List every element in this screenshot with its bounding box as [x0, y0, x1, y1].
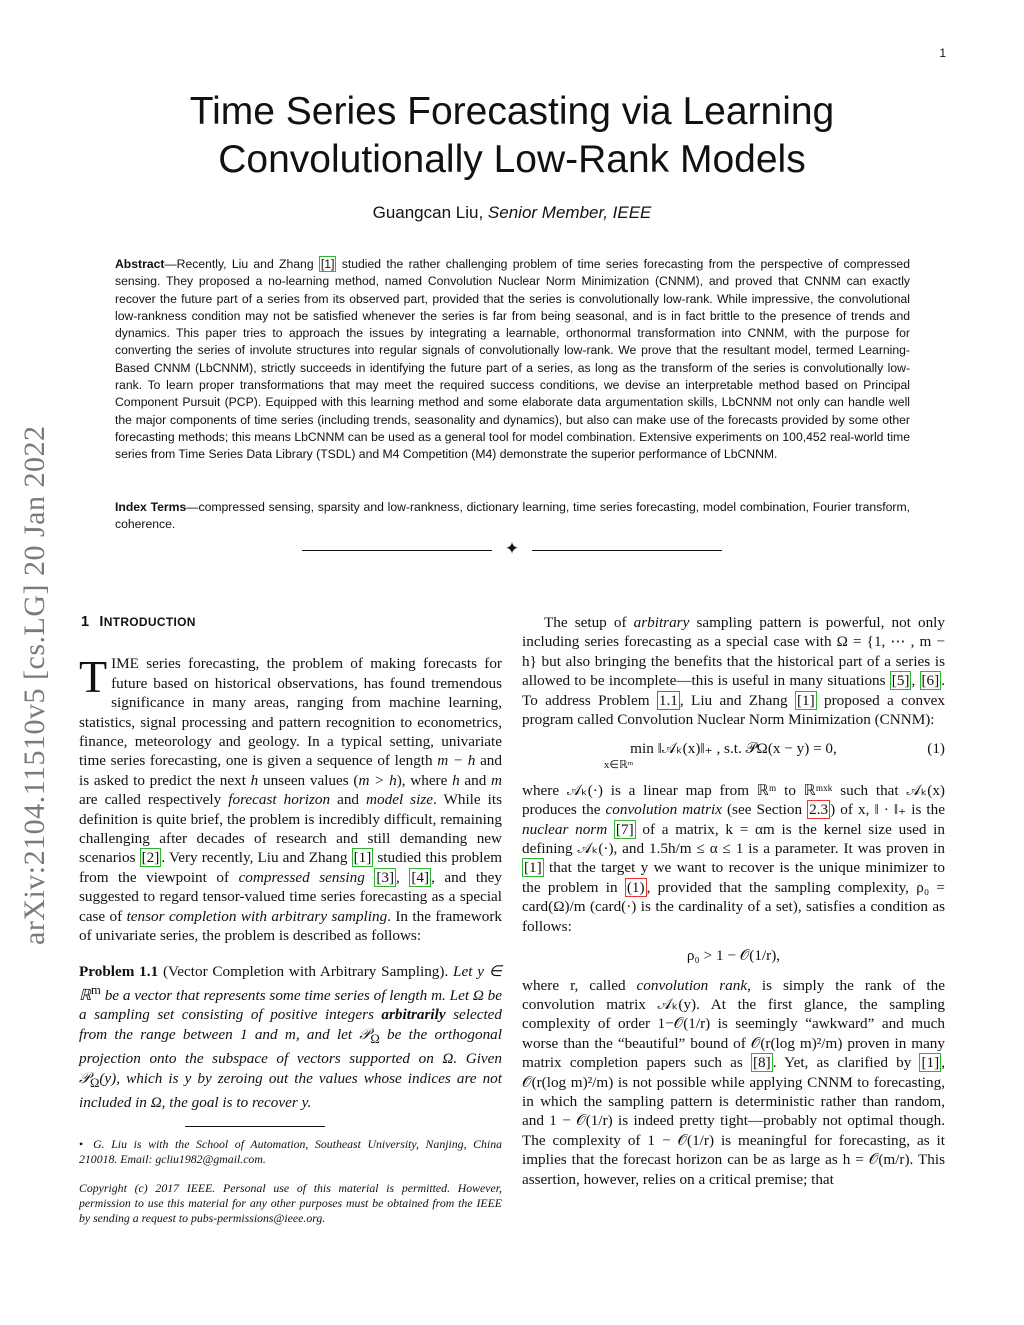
problem-text-3: . Let Ω be a sampling set consisting of positive integers	[79, 986, 502, 1024]
problem-label: Problem 1.1	[79, 962, 159, 980]
math-m-gt-h: m > h	[358, 771, 397, 789]
right-paragraph-2	[522, 781, 945, 936]
citation-link[interactable]: [1]	[320, 257, 335, 271]
intro-text-8: . While its definition is quite brief, the problem is incredibly difficult, remaining challenging after decades of research and still demanding new scenarios	[79, 791, 502, 867]
title-line-2: Convolutionally Low-Rank Models	[218, 138, 806, 181]
section-title-initial: I	[99, 614, 104, 630]
right-text-2: sampling pattern is powerful, not only including series forecasting as a special case with Ω = {1, ⋯ , m − h} but also bringing the benefits that the historical part of a series is allowed to be incomplete—this is useful in many situations	[522, 614, 945, 690]
intro-paragraph	[79, 651, 503, 945]
math-sub-omega: Ω	[370, 1031, 380, 1046]
abstract-label: Abstract	[115, 257, 165, 271]
right-text-8: (see Section	[721, 801, 808, 819]
section-link[interactable]: 2.3	[809, 801, 829, 819]
problem-text-5: , and let 𝒫	[295, 1025, 371, 1043]
right-text-1: The setup of	[544, 614, 634, 631]
citation-link[interactable]: [3]	[376, 868, 395, 886]
author-name: Guangcan Liu,	[372, 203, 484, 222]
footnote-text: G. Liu is with the School of Automation, Southeast University, Nanjing, China 210018. Email: gcliu1982@gmail.com.	[79, 1137, 502, 1167]
intro-text-6: are called respectively	[79, 791, 229, 809]
citation-link[interactable]: [6]	[921, 672, 940, 690]
separator-line-left	[302, 550, 492, 551]
right-text-14: where r, called	[522, 976, 637, 994]
citation-link[interactable]: [8]	[753, 1054, 771, 1072]
citation-link[interactable]: [5]	[891, 672, 910, 690]
index-terms-label: Index Terms	[115, 500, 187, 514]
intro-smallcaps: IME	[111, 655, 139, 673]
paper-title	[0, 88, 1024, 184]
citation-link[interactable]: [4]	[411, 868, 430, 886]
math-m: m	[284, 1025, 296, 1043]
section-separator	[302, 539, 722, 559]
abstract-text-2: studied the rather challenging problem of time series forecasting from the perspective of compressed sensing. They proposed a no-learning method, named Convolution Nuclear Norm Minimization (CNNM), and proved that CNNM can exactly recover the future part of a series from its observed part, provided that the series is convolutionally low-rank. While impressive, the convolutional low-rankness condition may not be satisfied whenever the series is far from being seasonal, and is in fact brittle to the presence of trends and dynamics. This paper tries to approach the issues by integrating a learnable, orthonormal transformation into CNNM, with the purpose for converting the series of involute structures into regular signals of convolutionally low-rank. We prove that the resultant model, termed Learning-Based CNNM (LbCNNM), strictly succeeds in identifying the future part of a series, as long as the transform of the series is convolutionally low-rank. To learn proper transformations that may meet the required success conditions, we devise an interpretable method based on Principal Component Pursuit (PCP). Equipped with this learning method and some elaborate data argumentation skills, LbCNNM not only can handle well the major components of time series (including trends, seasonality and dynamics), but also can make use of the forecasts provided by some other forecasting methods; this means LbCNNM can be used as a general tool for model combination. Extensive experiments on 100,452 real-world time series from Time Series Data Library (TSDL) and M4 Competition (M4) demonstrate the superior performance of LbCNNM.	[115, 257, 910, 462]
section-number: 1	[81, 614, 90, 630]
right-text-5: , Liu and Zhang	[679, 691, 795, 709]
equation-1	[522, 739, 945, 770]
right-text-17: , 𝒪(r(log m)²/m) is not possible while applying CNNM to forecasting, in which the sampling pattern is deterministic rather than random, and 1 − 𝒪(1/r) is indeed pretty tight—probably not optimal though. The complexity of 1 − 𝒪(1/r) is meaningful for forecasting, as it implies that the forecast horizon can be as large as h = 𝒪(m/r). This assertion, however, relies on a critical premise; that	[522, 1054, 945, 1188]
arxiv-stamp: arXiv:2104.11510v5 [cs.LG] 20 Jan 2022	[18, 425, 51, 945]
right-column	[522, 613, 945, 1189]
section-title-rest: NTRODUCTION	[103, 615, 196, 629]
math-m: m	[491, 771, 502, 789]
equation-2: ρ₀ > 1 − 𝒪(1/r),	[686, 947, 781, 965]
problem-text-6: be the orthogonal projection onto the subspace of vectors supported on Ω. Given 𝒫	[79, 1025, 502, 1087]
right-text-16: . Yet, as clarified by	[772, 1054, 920, 1072]
right-text-6: proposed a convex program called Convolution Nuclear Norm Minimization (CNNM):	[522, 691, 946, 729]
right-text-12: that the target y we want to recover is the unique minimizer to the problem in	[522, 859, 945, 896]
math-h: h	[452, 771, 460, 789]
math-sub-omega: Ω	[89, 1075, 100, 1090]
term-forecast-horizon: forecast horizon	[228, 791, 331, 809]
right-text-13: , provided that the sampling complexity, ρ₀ = card(Ω)/m (card(·) is the cardinality of a set), satisfies a condition as follows:	[522, 878, 945, 935]
problem-text-2: be a vector that represents some time series of length	[100, 986, 432, 1004]
right-text-15: , is simply the rank of the convolution matrix 𝒜ₖ(y). At the first glance, the sampling complexity of order 1−𝒪(1/r) is seemingly “awkward” and much worse than the “beautiful” bound of 𝒪(r(log m)²/m) proven in many matrix completion papers such as	[522, 976, 945, 1072]
index-terms-text: compressed sensing, sparsity and low-rankness, dictionary learning, time series forecasting, model combination, Fourier transform, coherence.	[115, 500, 910, 532]
problem-text-7: (y), which is y by zeroing out the values whose indices are not included in Ω, the goal is to recover y.	[79, 1069, 502, 1112]
intro-text-1: series forecasting, the problem of making forecasts for future based on historical observations, has found tremendous significance in many areas, ranging from machine learning, statistics, signal processing and pattern recognition to econometrics, finance, meteorology and geology. In a typical setting, univariate time series forecasting, one is given a sequence of length	[79, 655, 502, 770]
citation-link[interactable]: [1]	[353, 849, 372, 867]
intro-text-9: . Very recently, Liu and Zhang	[161, 849, 352, 867]
right-text-4: . To address Problem	[522, 672, 946, 709]
right-text-9: ) of x, ‖ · ‖₊ is the	[830, 801, 945, 819]
equation-link[interactable]: (1)	[626, 878, 645, 896]
math-y-in-R: y ∈ ℝ	[79, 962, 502, 1004]
problem-subtitle: (Vector Completion with Arbitrary Sampling).	[158, 962, 449, 980]
problem-statement	[79, 962, 502, 1113]
citation-link[interactable]: [2]	[141, 849, 160, 867]
intro-text-4: ), where	[396, 771, 453, 789]
math-h: h	[250, 771, 259, 789]
abstract-text-1: Recently, Liu and Zhang	[176, 257, 319, 271]
equation-1-number: (1)	[927, 740, 945, 758]
separator-star-icon: ✦	[504, 539, 520, 559]
problem-link[interactable]: 1.1	[658, 691, 678, 709]
citation-link[interactable]: [1]	[524, 859, 542, 877]
right-text-3: ,	[911, 672, 920, 690]
left-column	[79, 613, 502, 1226]
index-terms-dash: —	[186, 500, 199, 514]
term-arbitrarily: arbitrarily	[381, 1006, 446, 1024]
bullet-icon: •	[79, 1137, 84, 1152]
intro-text-10: studied this problem from the viewpoint of	[79, 849, 503, 886]
equation-1-body: min ‖𝒜ₖ(x)‖₊ , s.t. 𝒫Ω(x − y) = 0,	[630, 740, 837, 758]
intro-text-12: ,	[396, 868, 410, 886]
intro-text-14: . In the framework of univariate series, the problem is described as follows:	[79, 907, 502, 945]
abstract	[115, 256, 910, 464]
right-paragraph-3	[522, 976, 945, 1189]
intro-text-2: and is asked to predict the next	[79, 752, 502, 789]
math-m-minus-h: m − h	[437, 752, 476, 770]
problem-text-4: selected from the range between 1 and	[79, 1006, 502, 1043]
right-text-10	[607, 821, 614, 838]
term-convolution-matrix: convolution matrix	[605, 801, 722, 819]
abstract-dash: —	[164, 257, 177, 271]
title-line-1: Time Series Forecasting via Learning	[189, 90, 835, 133]
right-text-7: where 𝒜ₖ(·) is a linear map from ℝᵐ to ℝᵐˣᵏ such that 𝒜ₖ(x) produces the	[522, 781, 945, 819]
footnote-rule	[185, 1126, 325, 1127]
problem-text-1: Let	[448, 962, 478, 980]
author-role: Senior Member, IEEE	[487, 203, 652, 222]
citation-link[interactable]: [7]	[615, 820, 634, 838]
intro-text-11	[365, 869, 375, 886]
term-arbitrary: arbitrary	[633, 614, 690, 631]
author-line	[0, 203, 1024, 223]
term-tensor-completion: tensor completion with arbitrary sampling	[126, 907, 388, 925]
index-terms	[115, 499, 910, 534]
section-heading	[81, 613, 502, 632]
term-compressed-sensing: compressed sensing	[238, 868, 365, 886]
term-nuclear-norm: nuclear norm	[522, 820, 608, 838]
citation-link[interactable]: [1]	[796, 691, 815, 709]
math-sup-m: m	[91, 982, 101, 997]
intro-text-5: and	[459, 771, 492, 789]
intro-text-13: , and they suggested to regard tensor-valued time series forecasting as a special case of	[79, 868, 503, 925]
citation-link[interactable]: [1]	[921, 1054, 940, 1072]
page-number: 1	[939, 46, 946, 60]
dropcap: T	[79, 651, 108, 703]
intro-text-3: unseen values (	[258, 771, 359, 789]
right-paragraph-1	[522, 613, 945, 729]
copyright-notice: Copyright (c) 2017 IEEE. Personal use of this material is permitted. However, permission to use this material for any other purposes must be obtained from the IEEE by sending a request to pubs-permissions@ieee.org.	[79, 1181, 502, 1226]
intro-text-7: and	[330, 791, 367, 809]
term-convolution-rank: convolution rank	[636, 976, 748, 994]
author-footnote	[79, 1137, 502, 1167]
term-model-size: model size	[366, 791, 433, 809]
math-m: m	[431, 986, 443, 1004]
right-text-11: of a matrix, k = αm is the kernel size used in defining 𝒜ₖ(·), and 1.5h/m ≤ α ≤ 1 is a parameter. It was proven in	[522, 820, 945, 858]
equation-1-subscript: x∈ℝᵐ	[603, 758, 634, 771]
separator-line-right	[532, 550, 722, 551]
